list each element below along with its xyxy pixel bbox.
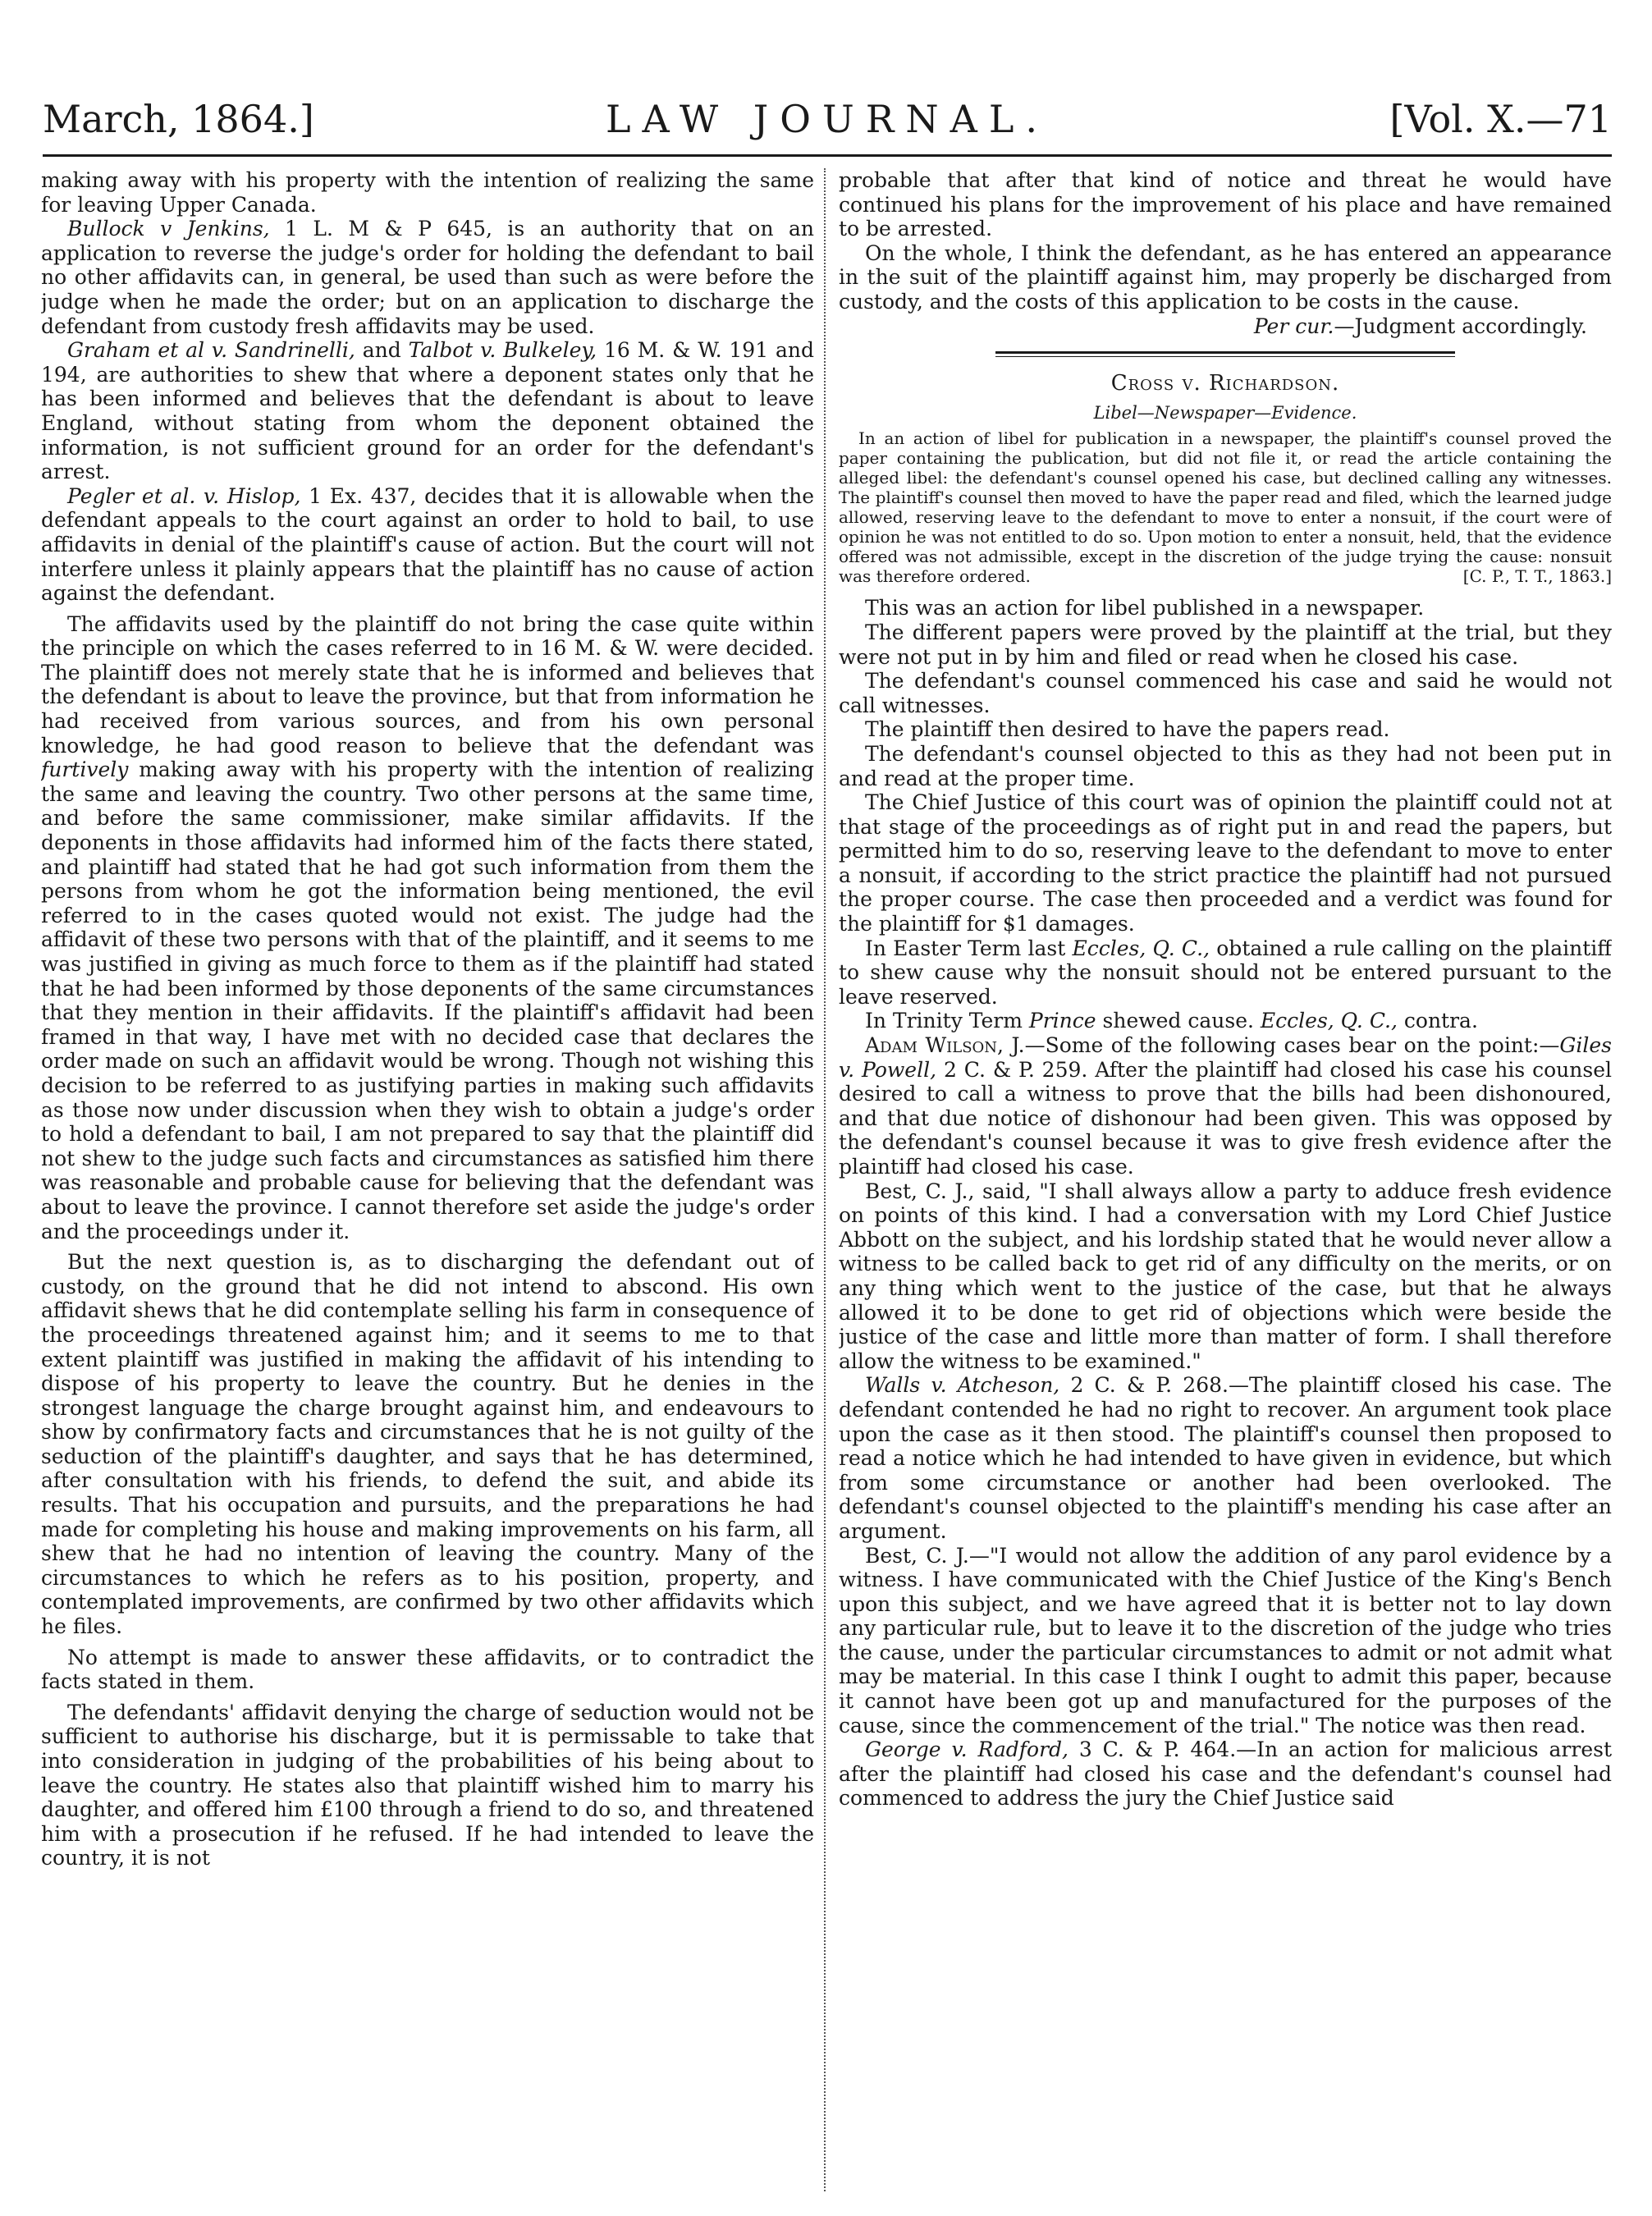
case-name: George v. Radford, bbox=[865, 1738, 1069, 1762]
paragraph: Best, C. J., said, "I shall always allow a party to adduce fresh evidence on points of this kind. I had a conversation with my Lord Chief Justice Abbott on the subject, and his lordship stated that he would never allow a witness to be called back to get rid of any difficulty on the merits, or on any thing which went to the justice of the case, but that he always allowed it to be done to get rid of objections which were beside the justice of the case and little more than matter of form. I shall therefore allow the witness to be examined." bbox=[839, 1179, 1612, 1373]
paragraph: On the whole, I think the defendant, as he has entered an appearance in the suit of the plaintiff against him, may properly be discharged from custody, and the costs of this application to be costs in the cause. bbox=[839, 240, 1612, 314]
paragraph: Walls v. Atcheson, 2 C. & P. 268.—The plaintiff closed his case. The defendant contended he had no right to recover. An argument took place upon the case as it then stood. The plaintiff's counsel then proposed to read a notice which he had intended to have given in evidence, but which from some circumstance or another had been overlooked. The defendant's counsel objected to the plaintiff's mending his case after an argument. bbox=[839, 1373, 1612, 1543]
paragraph: But the next question is, as to discharging the defendant out of custody, on the ground that he did not intend to abscond. His own affidavit shews that he did contemplate selling his farm in consequence of the proceedings threatened against him; and it seems to me to that extent plaintiff was justified in making the affidavit of his intending to dispose of his property to leave the country. But he denies in the strongest language the charge brought against him, and endeavours to show by confirmatory facts and circumstances that he is not guilty of the seduction of the plaintiff's daughter, and says that he has determined, after consultation with his friends, to defend the suit, and abide its results. That his occupation and pursuits, and the preparations he had made for completing his house and making improvements on his farm, all shew that he had no intention of leaving the country. Many of the circumstances to which he refers as to his position, property, and contemplated improvements, are confirmed by two other affidavits which he files. bbox=[41, 1250, 814, 1639]
paragraph: The defendants' affidavit denying the charge of seduction would not be sufficient to authorise his discharge, but it is permissable to take that into consideration in judging of the probabilities of his being about to leave the country. He states also that plaintiff wished him to marry his daughter, and offered him £100 through a friend to do so, and threatened him with a prosecution if he refused. If he had intended to leave the country, it is not bbox=[41, 1700, 814, 1870]
paragraph: Bullock v Jenkins, 1 L. M & P 645, is an authority that on an application to reverse the judge's order for holding the defendant to bail no other affidavits can, in general, be used than such as were before the judge when he made the order; but on an application to discharge the defendant from custody fresh affidavits may be used. bbox=[41, 217, 814, 338]
paragraph: probable that after that kind of notice and threat he would have continued his plans for the improvement of his place and have remained to be arrested. bbox=[839, 168, 1612, 241]
paragraph: The defendant's counsel commenced his case and said he would not call witnesses. bbox=[839, 669, 1612, 717]
right-column bbox=[839, 168, 1612, 2191]
case-name: Graham et al v. Sandrinelli, bbox=[67, 338, 355, 363]
case-name: Talbot v. Bulkeley, bbox=[408, 338, 597, 363]
case-subheading: Libel—Newspaper—Evidence. bbox=[1093, 402, 1357, 423]
judgment-line: Per cur.—Judgment accordingly. bbox=[1253, 314, 1587, 338]
volume-page: [Vol. X.—71 bbox=[1389, 97, 1612, 141]
case-name: Bullock v Jenkins, bbox=[67, 217, 270, 241]
case-name: Pegler et al. v. Hislop, bbox=[67, 483, 301, 508]
paragraph: The plaintiff then desired to have the papers read. bbox=[865, 717, 1390, 742]
issue-date: March, 1864.] bbox=[43, 97, 314, 141]
case-title: Cross v. Richardson. bbox=[1110, 371, 1340, 396]
paragraph: The defendant's counsel objected to this as they had not been put in and read at the proper time. bbox=[839, 741, 1612, 790]
column-divider bbox=[824, 168, 826, 2191]
paragraph: Best, C. J.—"I would not allow the addition of any parol evidence by a witness. I have communicated with the Chief Justice of the King's Bench upon this subject, and we have agreed that it is better not to lay down any particular rule, but to leave it to the discretion of the judge who tries the cause, under the particular circumstances to admit or not admit what may be material. In this case I think I ought to admit this paper, because it cannot have been got up and manufactured for the purposes of the cause, since the commencement of the trial." The notice was then read. bbox=[839, 1543, 1612, 1738]
paragraph: making away with his property with the intention of realizing the same for leaving Upper Canada. bbox=[41, 168, 814, 217]
case-name: Giles v. Powell, bbox=[839, 1033, 1612, 1082]
paragraph: Graham et al v. Sandrinelli, and Talbot v. Bulkeley, 16 M. & W. 191 and 194, are authorities to shew that where a deponent states only that he has been informed and believes that the defendant is about to leave England, without stating from whom the deponent obtained the information, is not sufficient ground for an order for the defendant's arrest. bbox=[41, 338, 814, 484]
left-column bbox=[41, 168, 814, 2191]
paragraph: In Easter Term last Eccles, Q. C., obtained a rule calling on the plaintiff to shew cause why the nonsuit should not be entered pursuant to the leave reserved. bbox=[839, 936, 1612, 1009]
paragraph: George v. Radford, 3 C. & P. 464.—In an action for malicious arrest after the plaintiff had closed his case and the defendant's counsel had commenced to address the jury the Chief Justice said bbox=[839, 1738, 1612, 1811]
case-name: Walls v. Atcheson, bbox=[865, 1373, 1060, 1398]
paragraph: No attempt is made to answer these affidavits, or to contradict the facts stated in them. bbox=[41, 1645, 814, 1694]
headnote bbox=[839, 428, 1612, 586]
paragraph: The different papers were proved by the plaintiff at the trial, but they were not put in by him and filed or read when he closed his case. bbox=[839, 620, 1612, 669]
paragraph: The affidavits used by the plaintiff do not bring the case quite within the principle on which the cases referred to in 16 M. & W. were decided. The plaintiff does not merely state that he is informed and believes that the defendant is about to leave the province, but that from information he had received from various sources, and from his own personal knowledge, he had good reason to believe that the defendant was furtively making away with his property with the intention of realizing the same and leaving the country. Two other persons at the same time, and before the same commissioner, make similar affidavits. If the deponents in those affidavits had informed him of the facts there stated, and plaintiff had stated that he had got such information from them the persons from whom he got the information being mentioned, the evil referred to in the cases quoted would not exist. The judge had the affidavit of these two persons with that of the plaintiff, and it seems to me was justified in giving as much force to them as if the plaintiff had stated that he had been informed by those deponents of the same circumstances that they mention in their affidavits. If the plaintiff's affidavit had been framed in that way, I have met with no decided case that declares the order made on such an affidavit would be wrong. Though not wishing this decision to be referred to as justifying parties in making such affidavits as those now under discussion when they wish to obtain a judge's order to hold a defendant to bail, I am not prepared to say that the plaintiff did not shew to the judge such facts and circumstances as satisfied him there was reasonable and probable cause for believing that the defendant was about to leave the province. I cannot therefore set aside the judge's order and the proceedings under it. bbox=[41, 611, 814, 1243]
paragraph: This was an action for libel published in a newspaper. bbox=[865, 596, 1425, 620]
journal-title: LAW JOURNAL. bbox=[606, 97, 1049, 141]
headnote-text: In an action of libel for publication in a newspaper, the plaintiff's counsel proved the paper containing the publication, but did not file it, or read the article containing the alleged libel: the defendant's counsel opened his case, but declined calling any witnesses. The plaintiff's counsel then moved to have the paper read and filed, which the learned judge allowed, reserving leave to the defendant to move to enter a nonsuit, if the court were of opinion he was not entitled to do so. Upon motion to enter a nonsuit, held, that the evidence offered was not admissible, except in the discretion of the judge trying the cause: nonsuit was therefore ordered. [C. P., T. T., 1863.] bbox=[839, 428, 1612, 587]
header-rule bbox=[43, 154, 1612, 157]
judge-name: Adam Wilson, bbox=[865, 1033, 1004, 1058]
paragraph: In Trinity Term Prince shewed cause. Eccles, Q. C., contra. bbox=[865, 1009, 1478, 1033]
page-header bbox=[43, 97, 1612, 154]
paragraph: Adam Wilson, J.—Some of the following cases bear on the point:—Giles v. Powell, 2 C. & P. 259. After the plaintiff had closed his case his counsel desired to call a witness to prove that the bills had been dishonoured, and that due notice of dishonour had been given. This was opposed by the defendant's counsel because it was to give fresh evidence after the plaintiff had closed his case. bbox=[839, 1033, 1612, 1179]
case-separator bbox=[995, 351, 1455, 357]
paragraph: The Chief Justice of this court was of opinion the plaintiff could not at that stage of the proceedings as of right put in and read the papers, but permitted him to do so, reserving leave to the defendant to move to enter a nonsuit, if according to the strict practice the plaintiff had not pursued the proper course. The case then proceeded and a verdict was found for the plaintiff for $1 damages. bbox=[839, 790, 1612, 936]
paragraph: Pegler et al. v. Hislop, 1 Ex. 437, decides that it is allowable when the defendant appeals to the court against an order to hold to bail, to use affidavits in denial of the plaintiff's cause of action. But the court will not interfere unless it plainly appears that the plaintiff has no cause of action against the defendant. bbox=[41, 483, 814, 606]
headnote-citation: [C. P., T. T., 1863.] bbox=[1462, 566, 1612, 587]
